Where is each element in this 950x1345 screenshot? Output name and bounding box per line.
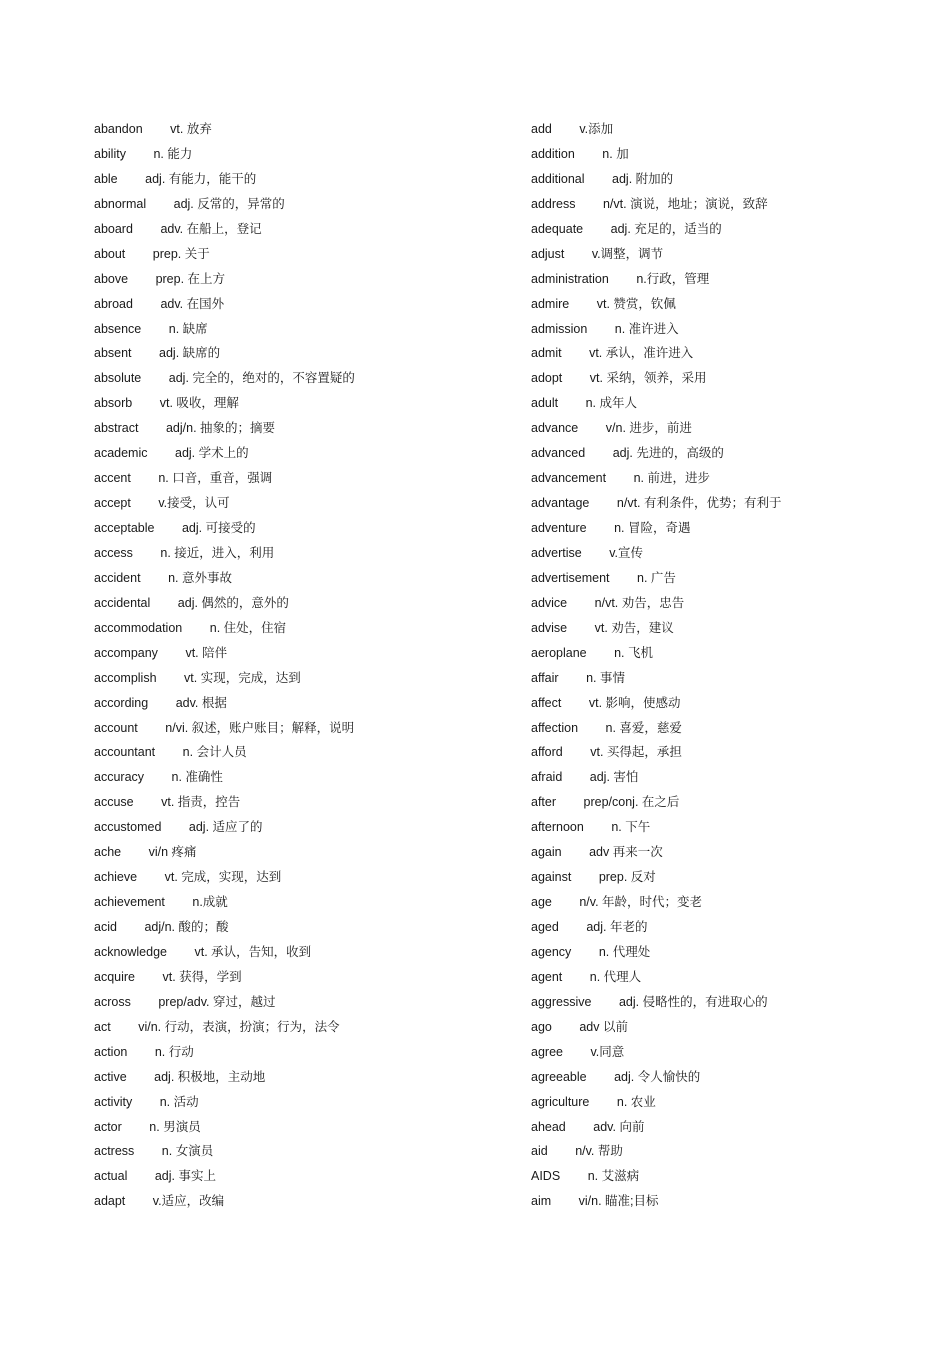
- vocab-word: accent: [94, 471, 131, 486]
- vocab-definition: n. 飞机: [614, 645, 654, 660]
- vocab-definition: v.同意: [590, 1044, 625, 1059]
- vocab-entry: [94, 341, 355, 366]
- vocab-definition: n. 男演员: [149, 1119, 201, 1134]
- vocab-entry: [94, 366, 355, 391]
- vocab-entry: [531, 915, 782, 940]
- vocab-entry: [531, 940, 782, 965]
- vocab-word: acid: [94, 920, 117, 934]
- vocab-entry: [531, 965, 782, 990]
- vocab-word: after: [531, 795, 557, 810]
- vocab-entry: [531, 691, 782, 716]
- vocab-word: aggressive: [531, 994, 592, 1009]
- vocab-entry: [94, 441, 355, 466]
- vocab-word: actual: [94, 1169, 128, 1184]
- vocab-word: achievement: [94, 895, 165, 910]
- vocab-word: agent: [531, 969, 563, 984]
- vocab-entry: [94, 267, 355, 292]
- vocab-definition: adv. 向前: [593, 1119, 645, 1134]
- vocab-word: advertisement: [531, 570, 610, 585]
- vocab-entry: [531, 1065, 782, 1090]
- vocab-word: advertise: [531, 545, 582, 560]
- vocab-entry: [94, 1040, 355, 1065]
- vocab-definition: vt. 获得，学到: [162, 969, 242, 984]
- vocab-word: able: [94, 171, 118, 186]
- vocab-entry: [94, 1189, 355, 1214]
- vocab-entry: [94, 566, 355, 591]
- vocab-definition: vi/n 疼痛: [148, 845, 197, 860]
- vocab-entry: [531, 541, 782, 566]
- vocab-entry: [531, 317, 782, 342]
- vocab-entry: [531, 641, 782, 666]
- vocab-definition: vt. 承认，准许进入: [589, 346, 694, 361]
- vocab-entry: [94, 865, 355, 890]
- vocab-entry: [94, 142, 355, 167]
- vocab-definition: prep/conj. 在之后: [583, 795, 680, 810]
- vocab-entry: [531, 142, 782, 167]
- vocab-definition: adj. 令人愉快的: [614, 1069, 701, 1084]
- vocab-word: accidental: [94, 595, 151, 610]
- vocab-entry: [94, 940, 355, 965]
- vocab-word: affair: [531, 670, 559, 685]
- vocab-definition: v.宣传: [609, 545, 644, 560]
- vocab-entry: [531, 341, 782, 366]
- vocab-word: accountant: [94, 745, 156, 760]
- vocab-word: accept: [94, 496, 131, 511]
- vocab-word: accompany: [94, 645, 158, 660]
- vocab-definition: n. 代理处: [598, 944, 651, 959]
- vocab-entry: [531, 192, 782, 217]
- vocab-entry: [94, 1015, 355, 1040]
- vocab-entry: [531, 516, 782, 541]
- vocab-word: address: [531, 196, 576, 211]
- vocab-definition: vt. 吸收，理解: [159, 396, 239, 411]
- vocab-entry: [531, 616, 782, 641]
- vocab-definition: vt. 赞赏，钦佩: [596, 296, 676, 311]
- vocab-entry: [94, 516, 355, 541]
- vocab-entry: [94, 1090, 355, 1115]
- vocab-word: AIDS: [531, 1169, 561, 1184]
- vocab-definition: adj. 有能力，能干的: [145, 171, 257, 186]
- vocab-entry: [94, 890, 355, 915]
- vocab-word: action: [94, 1044, 128, 1059]
- vocab-definition: adj. 先进的，高级的: [612, 446, 724, 461]
- vocab-entry: [94, 716, 355, 741]
- vocab-word: ago: [531, 1019, 552, 1034]
- vocab-definition: vi/n. 行动，表演，扮演；行为，法令: [138, 1019, 340, 1034]
- vocab-word: afford: [531, 745, 563, 760]
- vocab-definition: n. 口音，重音，强调: [158, 471, 273, 486]
- vocab-entry: [531, 117, 782, 142]
- vocab-word: acceptable: [94, 521, 155, 535]
- vocab-entry: [531, 990, 782, 1015]
- vocab-definition: n. 成年人: [585, 396, 638, 411]
- vocab-word: again: [531, 845, 562, 860]
- vocab-definition: adj. 可接受的: [181, 521, 256, 535]
- vocab-definition: adj/n. 酸的；酸: [144, 920, 229, 934]
- vocab-definition: v.调整，调节: [591, 246, 664, 261]
- vocab-definition: n. 喜爱，慈爱: [605, 720, 682, 735]
- vocab-entry: [531, 292, 782, 317]
- vocab-word: according: [94, 695, 149, 710]
- vocab-definition: v/n. 进步，前进: [605, 421, 692, 436]
- vocab-word: abnormal: [94, 196, 147, 211]
- vocab-entry: [531, 366, 782, 391]
- vocab-word: act: [94, 1019, 111, 1034]
- vocab-word: accuracy: [94, 770, 145, 785]
- vocab-definition: adv 以前: [579, 1019, 628, 1034]
- vocab-word: agreeable: [531, 1069, 587, 1084]
- vocab-word: ability: [94, 146, 126, 161]
- vocab-entry: [531, 790, 782, 815]
- vocab-definition: adj. 年老的: [586, 920, 648, 934]
- vocab-word: accomplish: [94, 670, 157, 685]
- vocab-entry: [531, 1040, 782, 1065]
- vocab-word: accommodation: [94, 620, 183, 635]
- vocab-definition: n. 下午: [611, 820, 651, 835]
- vocab-entry: [531, 840, 782, 865]
- vocab-entry: [94, 292, 355, 317]
- vocab-entry: [531, 441, 782, 466]
- vocab-word: accuse: [94, 795, 134, 810]
- vocab-definition: prep. 关于: [152, 246, 210, 261]
- vocab-definition: v.接受，认可: [158, 496, 230, 511]
- vocab-definition: vt. 采纳，领养，采用: [589, 371, 707, 386]
- vocab-definition: n. 事情: [586, 670, 625, 685]
- vocab-word: agree: [531, 1044, 563, 1059]
- vocab-entry: [94, 117, 355, 142]
- vocab-definition: n. 广告: [637, 570, 676, 585]
- vocab-definition: n/vt. 有利条件，优势；有利于: [616, 496, 782, 511]
- vocab-word: advantage: [531, 496, 590, 511]
- vocab-word: agency: [531, 944, 572, 959]
- vocab-word: abroad: [94, 296, 133, 311]
- vocab-word: absent: [94, 346, 132, 361]
- vocab-entry: [531, 1139, 782, 1164]
- vocab-word: add: [531, 122, 552, 136]
- vocab-definition: adj. 害怕: [589, 770, 639, 785]
- vocab-entry: [531, 167, 782, 192]
- vocab-definition: n. 加: [602, 146, 629, 161]
- vocab-word: admission: [531, 321, 588, 336]
- vocab-entry: [531, 591, 782, 616]
- vocab-entry: [94, 1139, 355, 1164]
- vocab-definition: adj. 完全的，绝对的，不容置疑的: [168, 371, 355, 386]
- vocab-word: admire: [531, 296, 570, 311]
- vocab-word: ache: [94, 845, 122, 860]
- vocab-word: afternoon: [531, 820, 584, 835]
- left-word-column: [94, 117, 355, 1214]
- vocab-definition: n. 会计人员: [182, 745, 247, 760]
- vocab-word: above: [94, 271, 129, 286]
- vocab-word: additional: [531, 171, 585, 186]
- vocab-word: acquire: [94, 969, 135, 984]
- vocab-definition: adj. 学术上的: [175, 446, 249, 461]
- vocab-definition: n. 农业: [616, 1094, 656, 1109]
- vocab-entry: [94, 466, 355, 491]
- vocab-entry: [531, 1090, 782, 1115]
- vocab-definition: n. 行动: [154, 1044, 194, 1059]
- vocab-entry: [531, 491, 782, 516]
- vocab-entry: [531, 391, 782, 416]
- vocab-definition: vt. 影响，使感动: [588, 695, 681, 710]
- vocab-entry: [94, 317, 355, 342]
- vocab-word: adapt: [94, 1194, 126, 1209]
- vocab-definition: vt. 完成，实现，达到: [164, 870, 282, 885]
- vocab-definition: adj/n. 抽象的；摘要: [165, 421, 276, 436]
- vocab-entry: [531, 865, 782, 890]
- vocab-entry: [94, 840, 355, 865]
- vocab-entry: [94, 915, 355, 940]
- vocab-definition: adj. 侵略性的，有进取心的: [618, 994, 768, 1009]
- vocab-word: against: [531, 870, 572, 885]
- vocab-entry: [94, 541, 355, 566]
- vocab-definition: n. 前进，进步: [633, 471, 710, 486]
- vocab-definition: adv. 根据: [175, 695, 227, 710]
- vocab-entry: [531, 242, 782, 267]
- vocab-definition: adj. 附加的: [612, 171, 674, 186]
- vocab-entry: [94, 491, 355, 516]
- vocab-word: absence: [94, 321, 142, 336]
- vocab-definition: n/vt. 劝告，忠告: [594, 595, 685, 610]
- vocab-word: activity: [94, 1094, 133, 1109]
- vocab-entry: [94, 666, 355, 691]
- vocab-definition: n. 代理人: [589, 969, 642, 984]
- vocab-word: adult: [531, 396, 559, 411]
- vocab-word: abandon: [94, 122, 143, 136]
- vocab-word: access: [94, 545, 133, 560]
- vocab-word: aim: [531, 1194, 552, 1209]
- vocab-definition: n. 住处，住宿: [209, 620, 287, 635]
- vocab-entry: [94, 990, 355, 1015]
- vocab-definition: n. 缺席: [168, 321, 208, 336]
- vocab-entry: [94, 1164, 355, 1189]
- vocab-entry: [94, 691, 355, 716]
- vocab-word: addition: [531, 146, 575, 161]
- vocab-word: afraid: [531, 770, 563, 785]
- vocab-entry: [94, 167, 355, 192]
- vocab-entry: [94, 616, 355, 641]
- vocab-word: adopt: [531, 371, 563, 386]
- vocab-word: adequate: [531, 221, 584, 236]
- vocab-word: achieve: [94, 870, 138, 885]
- vocab-entry: [531, 716, 782, 741]
- vocab-definition: adj. 偶然的，意外的: [177, 595, 289, 610]
- vocab-word: across: [94, 994, 131, 1009]
- vocab-definition: vt. 陪伴: [185, 645, 228, 660]
- vocab-definition: adv. 在船上，登记: [160, 221, 262, 236]
- vocab-definition: n.成就: [192, 895, 228, 910]
- vocab-entry: [531, 740, 782, 765]
- vocab-word: accident: [94, 570, 141, 585]
- vocab-definition: n/v. 帮助: [575, 1144, 623, 1159]
- vocab-word: affection: [531, 720, 579, 735]
- vocab-definition: adj. 积极地，主动地: [154, 1069, 266, 1084]
- vocab-word: affect: [531, 695, 562, 710]
- right-word-column: [531, 117, 782, 1214]
- vocab-word: administration: [531, 271, 609, 286]
- vocab-word: absorb: [94, 396, 133, 411]
- vocab-definition: adj. 充足的，适当的: [610, 221, 722, 236]
- vocab-word: ahead: [531, 1119, 566, 1134]
- vocab-definition: vi/n. 瞄准;目标: [578, 1194, 659, 1209]
- vocab-definition: adj. 事实上: [154, 1169, 216, 1184]
- vocab-entry: [531, 416, 782, 441]
- vocab-definition: vt. 实现，完成，达到: [184, 670, 301, 685]
- vocab-definition: adv 再来一次: [589, 845, 663, 860]
- vocab-entry: [94, 765, 355, 790]
- vocab-entry: [94, 217, 355, 242]
- vocab-word: about: [94, 246, 126, 261]
- vocab-definition: n. 艾滋病: [587, 1169, 640, 1184]
- vocab-definition: n. 活动: [159, 1094, 199, 1109]
- vocab-definition: n/vi. 叙述，账户账目；解释，说明: [165, 720, 355, 735]
- vocab-definition: n. 意外事故: [168, 570, 232, 585]
- vocab-word: aboard: [94, 221, 133, 236]
- vocab-entry: [94, 965, 355, 990]
- vocab-definition: vt. 买得起，承担: [590, 745, 682, 760]
- vocab-definition: vt. 放弃: [170, 122, 212, 136]
- vocab-word: adjust: [531, 246, 565, 261]
- vocab-word: actress: [94, 1144, 135, 1159]
- vocab-entry: [94, 1065, 355, 1090]
- vocab-entry: [531, 666, 782, 691]
- vocab-definition: prep. 在上方: [155, 271, 226, 286]
- vocab-definition: adj. 适应了的: [188, 820, 263, 835]
- vocab-definition: n. 准确性: [171, 770, 223, 785]
- vocab-word: actor: [94, 1119, 122, 1134]
- vocab-entry: [531, 267, 782, 292]
- vocab-entry: [531, 466, 782, 491]
- vocab-entry: [94, 192, 355, 217]
- vocab-word: advance: [531, 421, 579, 436]
- vocab-definition: prep/adv. 穿过，越过: [158, 994, 276, 1009]
- vocab-definition: v.适应，改编: [152, 1194, 225, 1209]
- vocab-definition: n. 冒险，奇遇: [614, 521, 691, 535]
- vocab-word: acknowledge: [94, 944, 167, 959]
- vocab-word: age: [531, 895, 552, 910]
- vocab-word: account: [94, 720, 138, 735]
- vocab-definition: n. 接近，进入，利用: [160, 545, 275, 560]
- vocab-entry: [94, 591, 355, 616]
- vocab-definition: vt. 承认，告知，收到: [194, 944, 312, 959]
- vocab-entry: [531, 765, 782, 790]
- vocab-word: advancement: [531, 471, 607, 486]
- vocab-entry: [94, 242, 355, 267]
- vocab-word: advise: [531, 620, 568, 635]
- vocab-definition: n.行政，管理: [636, 271, 710, 286]
- vocab-entry: [531, 1189, 782, 1214]
- vocab-entry: [94, 815, 355, 840]
- vocab-definition: adv. 在国外: [160, 296, 225, 311]
- vocab-word: admit: [531, 346, 562, 361]
- vocab-entry: [531, 1015, 782, 1040]
- vocab-word: active: [94, 1069, 127, 1084]
- vocab-entry: [94, 391, 355, 416]
- vocab-word: adventure: [531, 521, 587, 535]
- vocab-definition: v.添加: [579, 122, 614, 136]
- vocab-word: aeroplane: [531, 645, 587, 660]
- vocab-entry: [531, 1115, 782, 1140]
- vocab-word: advice: [531, 595, 568, 610]
- vocab-word: aid: [531, 1144, 548, 1159]
- vocab-entry: [531, 890, 782, 915]
- vocab-definition: vt. 劝告，建议: [594, 620, 674, 635]
- vocab-entry: [531, 217, 782, 242]
- vocab-word: accustomed: [94, 820, 162, 835]
- vocab-entry: [94, 790, 355, 815]
- vocab-word: academic: [94, 446, 148, 461]
- vocab-entry: [531, 1164, 782, 1189]
- vocab-word: advanced: [531, 446, 586, 461]
- vocab-entry: [94, 641, 355, 666]
- vocab-entry: [531, 566, 782, 591]
- vocab-definition: vt. 指责，控告: [161, 795, 241, 810]
- vocab-definition: n. 准许进入: [614, 321, 679, 336]
- vocab-entry: [531, 815, 782, 840]
- vocab-definition: prep. 反对: [598, 870, 656, 885]
- vocab-definition: n. 女演员: [161, 1144, 214, 1159]
- vocab-word: agriculture: [531, 1094, 590, 1109]
- vocab-definition: n. 能力: [153, 146, 193, 161]
- vocab-word: aged: [531, 920, 559, 934]
- vocab-entry: [94, 416, 355, 441]
- vocab-word: abstract: [94, 421, 139, 436]
- vocab-definition: n/vt. 演说，地址；演说，致辞: [602, 196, 768, 211]
- vocab-word: absolute: [94, 371, 142, 386]
- vocab-definition: adj. 缺席的: [159, 346, 221, 361]
- vocab-definition: adj. 反常的，异常的: [173, 196, 285, 211]
- vocab-definition: n/v. 年龄，时代；变老: [579, 895, 703, 910]
- vocab-entry: [94, 1115, 355, 1140]
- vocab-entry: [94, 740, 355, 765]
